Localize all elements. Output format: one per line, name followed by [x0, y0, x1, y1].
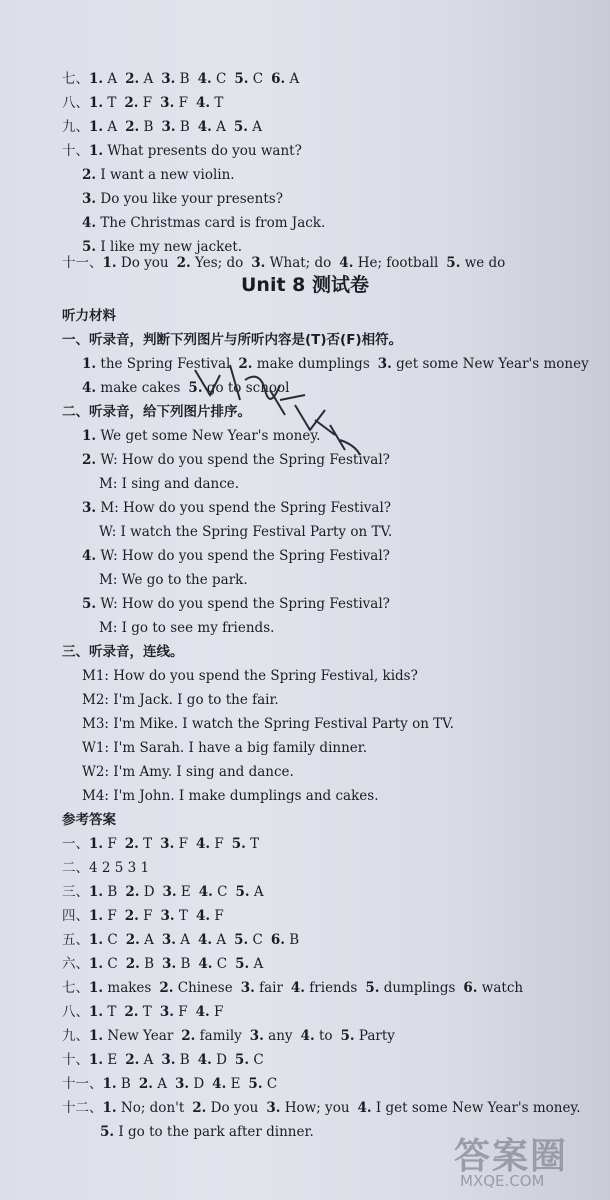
item-answer: M: How do you spend the Spring Festival? — [100, 500, 391, 516]
item-answer: A — [253, 884, 264, 900]
question-label: 二、 — [62, 860, 89, 876]
question-label: 七、 — [62, 980, 89, 996]
question-label: 九、 — [62, 1028, 89, 1044]
question-label: 十一、 — [62, 255, 103, 271]
item-answer: friends — [309, 980, 358, 996]
answer-line — [62, 142, 302, 160]
item-answer: Do you — [210, 1100, 259, 1116]
item-number: 4. — [198, 956, 213, 972]
answer-line — [62, 907, 224, 925]
item-number: 1. — [82, 428, 97, 444]
item-number: 3. — [159, 1004, 174, 1020]
item-answer: Yes; do — [194, 255, 244, 271]
item-answer: A — [216, 932, 227, 948]
answer-line — [99, 571, 248, 589]
answer-line — [82, 595, 390, 613]
item-answer: makes — [107, 980, 152, 996]
item-number: 3. — [162, 884, 177, 900]
item-answer: M2: I'm Jack. I go to the fair. — [82, 692, 279, 708]
item-number: 4. — [82, 380, 97, 396]
item-answer: B — [120, 1076, 131, 1092]
item-number: 1. — [89, 1028, 104, 1044]
item-answer: A — [216, 119, 226, 135]
item-answer: C — [215, 71, 227, 87]
item-answer: I get some New Year's money. — [375, 1100, 581, 1116]
answer-line — [62, 1075, 277, 1093]
item-number: 1. — [89, 836, 104, 852]
item-number: 3. — [82, 500, 97, 516]
item-number: 5. — [446, 255, 461, 271]
item-number: 1. — [89, 143, 104, 159]
item-number: 2. — [124, 1004, 139, 1020]
item-answer: What presents do you want? — [107, 143, 302, 159]
answer-line — [82, 379, 289, 397]
item-number: 4. — [195, 95, 211, 111]
item-number: 3. — [82, 191, 97, 207]
item-number: 4. — [198, 884, 213, 900]
item-number: 3. — [161, 1052, 176, 1068]
item-number: 1. — [89, 980, 104, 996]
item-answer: C — [107, 956, 118, 972]
item-number: 1. — [89, 119, 104, 135]
answer-line — [99, 475, 239, 493]
item-answer: We get some New Year's money. — [100, 428, 321, 444]
item-number: 4. — [197, 1052, 212, 1068]
item-number: 4. — [195, 836, 211, 852]
item-number: 5. — [340, 1028, 355, 1044]
item-answer: W: How do you spend the Spring Festival? — [100, 596, 390, 612]
question-label: 八、 — [62, 95, 89, 111]
item-answer: F — [178, 1004, 188, 1020]
item-number: 4. — [300, 1028, 315, 1044]
item-number: 1. — [89, 71, 104, 87]
item-answer: F — [178, 95, 188, 111]
item-answer: The Christmas card is from Jack. — [100, 215, 326, 231]
item-answer: E — [180, 884, 191, 900]
item-answer: T — [214, 95, 224, 111]
answer-line — [62, 883, 264, 901]
item-number: 2. — [124, 908, 139, 924]
item-answer: I want a new violin. — [100, 167, 235, 183]
item-number: 2. — [124, 836, 139, 852]
item-answer: F — [107, 836, 117, 852]
item-answer: C — [107, 932, 118, 948]
answer-line — [99, 619, 274, 637]
item-answer: B — [179, 119, 190, 135]
item-answer: A — [107, 119, 118, 135]
item-number: 1. — [102, 255, 117, 271]
question-2-header: 二、听录音，给下列图片排序。 — [62, 404, 251, 420]
item-number: 3. — [160, 908, 175, 924]
item-number: 4. — [195, 1004, 210, 1020]
watermark-logo — [454, 1126, 604, 1196]
item-number: 3. — [161, 71, 176, 87]
item-number: 1. — [89, 932, 104, 948]
item-answer: B — [180, 956, 191, 972]
item-answer: A — [157, 1076, 167, 1092]
item-answer: any — [268, 1028, 293, 1044]
item-answer: B — [179, 71, 190, 87]
item-number: 5. — [365, 980, 380, 996]
item-answer: we do — [464, 255, 506, 271]
item-number: 3. — [162, 956, 177, 972]
question-label: 十、 — [62, 1052, 89, 1068]
answer-line — [82, 547, 390, 565]
item-answer: get some New Year's money — [396, 356, 589, 372]
item-number: 2. — [176, 255, 191, 271]
item-number: 2. — [125, 71, 140, 87]
answer-line — [82, 763, 294, 781]
answer-line — [82, 739, 367, 757]
item-answer: A — [143, 1052, 154, 1068]
item-number: 2. — [124, 95, 139, 111]
item-answer: C — [217, 884, 228, 900]
item-answer: T — [143, 836, 153, 852]
item-number: 2. — [181, 1028, 196, 1044]
item-answer: make dumplings — [256, 356, 370, 372]
item-answer: C — [216, 956, 228, 972]
item-answer: B — [289, 932, 300, 948]
item-answer: W2: I'm Amy. I sing and dance. — [82, 764, 294, 780]
item-number: 4. — [212, 1076, 227, 1092]
answer-line — [62, 1099, 581, 1117]
item-number: 4. — [82, 215, 97, 231]
item-answer: T — [107, 95, 117, 111]
item-answer: D — [216, 1052, 227, 1068]
question-1-header: 一、听录音，判断下列图片与所听内容是(T)否(F)相符。 — [62, 332, 403, 348]
item-number: 1. — [89, 956, 104, 972]
answer-line — [99, 523, 392, 541]
item-number: 4. — [339, 255, 354, 271]
answer-line — [82, 691, 279, 709]
answer-line — [62, 1003, 223, 1021]
item-answer: C — [252, 932, 263, 948]
question-label: 十、 — [62, 143, 89, 159]
item-number: 2. — [125, 1052, 140, 1068]
answer-line — [82, 166, 235, 184]
item-answer: W: How do you spend the Spring Festival? — [100, 452, 390, 468]
item-answer: F — [213, 1004, 224, 1020]
item-number: 1. — [102, 1100, 117, 1116]
item-answer: W: How do you spend the Spring Festival? — [100, 548, 390, 564]
item-number: 4. — [197, 71, 212, 87]
item-answer: B — [144, 956, 155, 972]
item-number: 5. — [231, 836, 246, 852]
answer-line — [62, 1051, 264, 1069]
item-answer: C — [253, 1052, 264, 1068]
item-number: 2. — [192, 1100, 207, 1116]
item-number: 3. — [160, 836, 175, 852]
answer-line — [62, 835, 259, 853]
item-answer: A — [289, 71, 300, 87]
item-number: 2. — [125, 956, 140, 972]
item-answer: A — [252, 119, 263, 135]
section-listening: 听力材料 — [62, 308, 116, 324]
answer-line — [62, 979, 523, 997]
item-answer: D — [143, 884, 155, 900]
item-number: 5. — [234, 71, 249, 87]
item-number: 3. — [161, 932, 176, 948]
item-number: 6. — [463, 980, 478, 996]
item-number: 3. — [161, 119, 176, 135]
answer-line — [62, 70, 299, 88]
question-label: 一、 — [62, 836, 89, 852]
item-answer: F — [107, 908, 117, 924]
answer-line — [62, 1027, 395, 1045]
question-label: 九、 — [62, 119, 89, 135]
item-number: 1. — [89, 95, 104, 111]
item-number: 1. — [102, 1076, 117, 1092]
answer-line — [100, 1123, 314, 1141]
item-number: 1. — [89, 1004, 104, 1020]
item-answer: to — [318, 1028, 333, 1044]
item-number: 4. — [357, 1100, 372, 1116]
item-answer: fair — [259, 980, 283, 996]
item-number: 3. — [160, 95, 175, 111]
item-number: 4. — [198, 932, 213, 948]
item-number: 3. — [266, 1100, 281, 1116]
answer-line — [62, 931, 299, 949]
item-answer: He; football — [357, 255, 439, 271]
item-number: 5. — [234, 1052, 250, 1068]
item-answer: A — [253, 956, 264, 972]
question-label: 五、 — [62, 932, 89, 948]
item-answer: B — [107, 884, 118, 900]
item-number: 5. — [82, 239, 97, 255]
answer-line — [62, 955, 263, 973]
item-answer: Do you like your presents? — [100, 191, 283, 207]
item-answer: A — [107, 71, 118, 87]
answer-line — [82, 427, 320, 445]
item-answer: I go to the park after dinner. — [118, 1124, 314, 1140]
answer-line — [62, 118, 262, 136]
answer-line — [82, 190, 283, 208]
item-answer: How; you — [284, 1100, 350, 1116]
item-number: 5. — [248, 1076, 263, 1092]
item-answer: family — [199, 1028, 242, 1044]
answer-line — [62, 859, 149, 877]
item-answer: A — [143, 71, 154, 87]
item-number: 6. — [270, 932, 285, 948]
item-answer: go to school — [206, 380, 290, 396]
item-number: 4. — [197, 119, 212, 135]
item-answer: B — [179, 1052, 190, 1068]
item-number: 2. — [159, 980, 174, 996]
item-answer: Do you — [120, 255, 169, 271]
item-number: 2. — [138, 1076, 153, 1092]
item-answer: watch — [481, 980, 524, 996]
item-number: 2. — [238, 356, 253, 372]
section-answers: 参考答案 — [62, 812, 116, 828]
item-answer: M1: How do you spend the Spring Festival, kids? — [82, 668, 418, 684]
item-number: 2. — [125, 119, 140, 135]
watermark-main: 答案圈 — [454, 1136, 569, 1177]
item-answer: Chinese — [177, 980, 233, 996]
unit-title: Unit 8 测试卷 — [241, 274, 369, 296]
item-answer: W1: I'm Sarah. I have a big family dinner. — [82, 740, 368, 756]
item-number: 4. — [290, 980, 305, 996]
item-answer: T — [178, 908, 188, 924]
question-label: 十二、 — [62, 1100, 103, 1116]
item-answer: M: I sing and dance. — [99, 476, 240, 492]
item-answer: M: We go to the park. — [99, 572, 248, 588]
item-answer: make cakes — [100, 380, 181, 396]
item-answer: D — [193, 1076, 205, 1092]
answer-line — [82, 667, 418, 685]
item-number: 5. — [233, 119, 248, 135]
item-number: 5. — [100, 1124, 115, 1140]
item-number: 3. — [174, 1076, 190, 1092]
question-label: 四、 — [62, 908, 89, 924]
item-number: 5. — [235, 956, 250, 972]
item-answer: A — [144, 932, 154, 948]
item-answer: 4 2 5 3 1 — [89, 860, 150, 876]
item-answer: Party — [358, 1028, 395, 1044]
question-label: 三、 — [62, 884, 89, 900]
item-number: 3. — [251, 255, 266, 271]
item-answer: E — [107, 1052, 118, 1068]
item-number: 3. — [377, 356, 392, 372]
question-label: 八、 — [62, 1004, 89, 1020]
answer-line — [82, 787, 378, 805]
question-3-header: 三、听录音，连线。 — [62, 644, 184, 660]
item-number: 4. — [82, 548, 97, 564]
answer-line — [62, 254, 505, 272]
item-answer: F — [142, 95, 153, 111]
item-number: 3. — [240, 980, 255, 996]
item-answer: M3: I'm Mike. I watch the Spring Festival Party on TV. — [82, 716, 454, 732]
item-number: 1. — [82, 356, 97, 372]
item-number: 4. — [195, 908, 211, 924]
item-answer: F — [143, 908, 153, 924]
item-answer: F — [214, 836, 224, 852]
item-answer: No; don't — [120, 1100, 185, 1116]
item-answer: B — [143, 119, 154, 135]
item-number: 2. — [82, 452, 97, 468]
item-number: 5. — [234, 932, 249, 948]
answer-line — [82, 451, 390, 469]
item-answer: I like my new jacket. — [100, 239, 243, 255]
item-answer: M: I go to see my friends. — [99, 620, 275, 636]
item-answer: T — [142, 1004, 152, 1020]
item-answer: C — [266, 1076, 278, 1092]
item-answer: C — [252, 71, 264, 87]
item-number: 2. — [125, 884, 140, 900]
item-number: 1. — [89, 908, 104, 924]
question-label: 十一、 — [62, 1076, 103, 1092]
item-answer: F — [214, 908, 224, 924]
answer-line — [82, 715, 454, 733]
item-answer: W: I watch the Spring Festival Party on TV. — [99, 524, 393, 540]
question-label: 六、 — [62, 956, 89, 972]
item-number: 1. — [89, 1052, 104, 1068]
item-answer: T — [250, 836, 260, 852]
question-label: 七、 — [62, 71, 89, 87]
item-number: 1. — [89, 884, 104, 900]
item-answer: A — [180, 932, 191, 948]
item-number: 2. — [82, 167, 97, 183]
answer-line — [82, 355, 589, 373]
item-answer: T — [107, 1004, 117, 1020]
item-answer: M4: I'm John. I make dumplings and cakes. — [82, 788, 379, 804]
answer-line — [62, 94, 223, 112]
item-answer: E — [230, 1076, 241, 1092]
item-number: 6. — [271, 71, 286, 87]
item-answer: New Year — [107, 1028, 174, 1044]
answer-line — [82, 214, 325, 232]
item-number: 2. — [125, 932, 140, 948]
item-answer: the Spring Festival — [100, 356, 231, 372]
item-answer: dumplings — [383, 980, 456, 996]
item-answer: F — [178, 836, 188, 852]
item-answer: What; do — [269, 255, 332, 271]
item-number: 5. — [235, 884, 250, 900]
item-number: 3. — [249, 1028, 264, 1044]
item-number: 5. — [188, 380, 203, 396]
item-number: 5. — [82, 596, 97, 612]
watermark-sub: MXQE.COM — [460, 1172, 545, 1190]
answer-line — [82, 499, 391, 517]
